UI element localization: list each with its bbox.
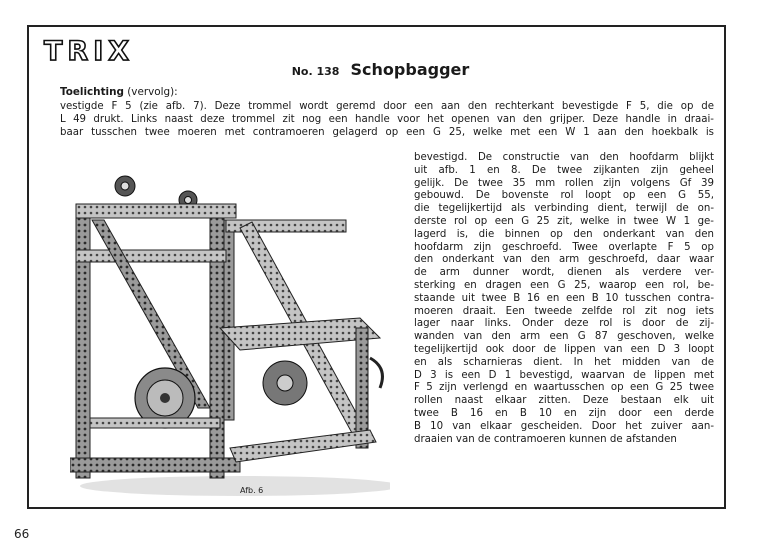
text-line: de arm dunner wordt, dienen als verdere ver- bbox=[414, 267, 714, 279]
text-line: den onderkant van den arm geschroefd, daar waar bbox=[414, 254, 714, 266]
model-number: No. 138 bbox=[291, 65, 340, 78]
text-line: baar tusschen twee moeren met contramoeren gelagerd op een G 25, welke met een W 1 aan den hoekbalk is bbox=[60, 126, 714, 138]
text-line: tegelijkertijd ook door de lippen van een D 3 loopt bbox=[414, 343, 714, 355]
figure-caption: Afb. 6 bbox=[240, 486, 264, 495]
text-line: gelijk. De twee 35 mm rollen zijn volgens Gf 39 bbox=[414, 177, 714, 189]
text-line: F 5 zijn verlengd en waartusschen op een G 25 twee bbox=[414, 382, 714, 394]
text-line: lager naar links. Onder deze rol is door de zij- bbox=[414, 318, 714, 330]
mechanical-excavator-illustration bbox=[70, 168, 390, 498]
page-title bbox=[0, 62, 761, 78]
text-line: staande uit twee B 16 en een B 10 tusschen contra- bbox=[414, 292, 714, 304]
text-line: L 49 drukt. Links naast deze trommel zit nog een handle voor het openen van den grijper. Deze handle in draai- bbox=[60, 113, 714, 125]
text-line: uit afb. 1 en 8. De twee zijkanten zijn geheel bbox=[414, 164, 714, 176]
text-line: vestigde F 5 (zie afb. 7). Deze trommel wordt geremd door een aan den rechterkant bevestigde F 5, die op de bbox=[60, 101, 714, 112]
text-line: moeren draait. Een tweede zelfde rol zit nog iets bbox=[414, 305, 714, 317]
text-line: gebouwd. De bovenste rol loopt op een G 55, bbox=[414, 190, 714, 202]
text-line: draaien van de contramoeren kunnen de afstanden bbox=[414, 433, 677, 445]
text-line: B 10 van elkaar gescheiden. Door het zuiver aan- bbox=[414, 420, 714, 432]
section-subheading bbox=[60, 86, 178, 99]
full-width-paragraph bbox=[60, 101, 714, 139]
text-line: bevestigd. De constructie van den hoofdarm blijkt bbox=[414, 152, 714, 163]
text-line: die tegelijkertijd als verbinding dient, terwijl de on- bbox=[414, 203, 714, 215]
text-line: twee B 16 en B 10 en zijn door een derde bbox=[414, 407, 714, 419]
text-line: en als scharnieras dient. In het midden van de bbox=[414, 356, 714, 368]
subheading-bold: Toelichting bbox=[60, 86, 124, 98]
text-line: rollen naast elkaar zitten. Deze bestaan elk uit bbox=[414, 395, 714, 407]
text-line: wanden van den arm een G 87 geschoven, welke bbox=[414, 331, 714, 343]
text-line: sterking en dragen een G 25, waarop een rol, be- bbox=[414, 279, 714, 291]
text-line: hoofdarm zijn geschroefd. Twee overlapte F 5 op bbox=[414, 241, 714, 253]
text-line: D 3 is een D 1 bevestigd, waarvan de lippen met bbox=[414, 369, 714, 381]
column-paragraph bbox=[414, 152, 714, 446]
text-line: derste rol op een G 25 zit, welke in twee W 1 ge- bbox=[414, 215, 714, 227]
model-name: Schopbagger bbox=[350, 60, 470, 79]
text-line: lagerd is, die binnen op den onderkant van den bbox=[414, 228, 714, 240]
page-number: 66 bbox=[14, 527, 30, 541]
subheading-rest: (vervolg): bbox=[123, 86, 178, 98]
trix-logo: TRIX bbox=[44, 36, 135, 67]
